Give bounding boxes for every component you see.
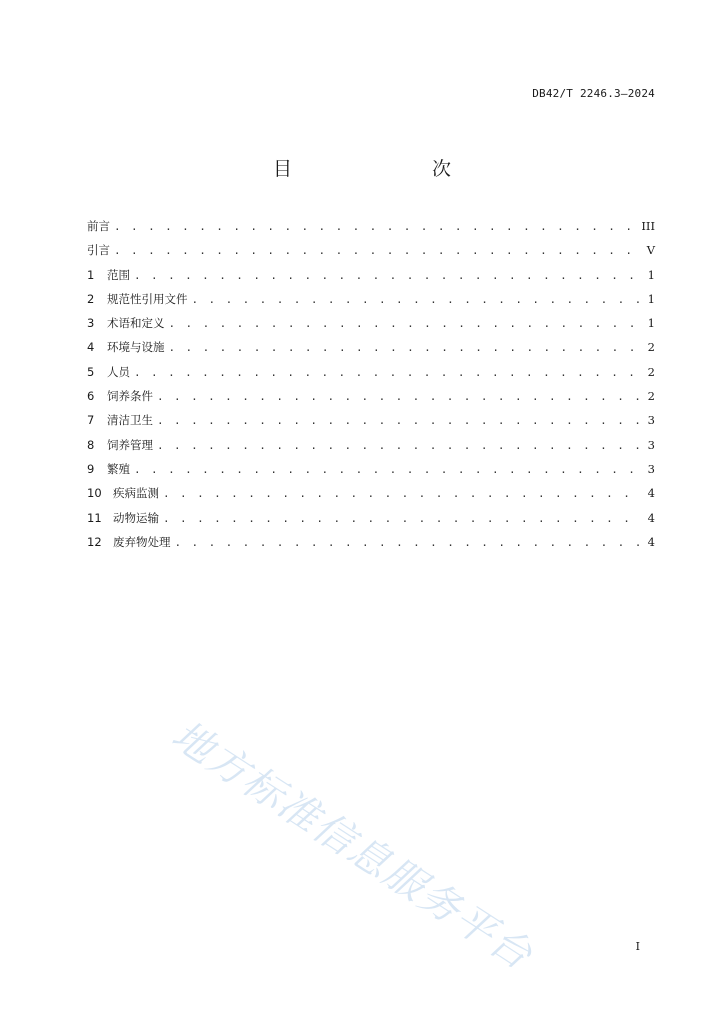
watermark: 地方标准信息服务平台 bbox=[163, 712, 541, 980]
toc-entry-number: 11 bbox=[87, 510, 102, 525]
toc-leader-dots bbox=[163, 512, 641, 525]
toc-entry-page: 4 bbox=[647, 486, 655, 501]
toc-title: 目 次 bbox=[272, 158, 485, 180]
toc-entry-page: 4 bbox=[647, 534, 655, 549]
toc-entry-page: V bbox=[646, 243, 655, 258]
toc-entry-page: 3 bbox=[647, 413, 655, 428]
toc-entry-label: 动物运输 bbox=[113, 510, 159, 525]
toc-entry-number: 2 bbox=[87, 291, 95, 306]
toc-leader-dots bbox=[175, 536, 642, 549]
toc-entry-label: 疾病监测 bbox=[113, 486, 159, 501]
toc-entry-waste-disposal[interactable] bbox=[87, 534, 655, 558]
toc-entry-preface[interactable] bbox=[87, 218, 655, 242]
toc-entry-number: 3 bbox=[87, 316, 95, 331]
toc-entry-label: 人员 bbox=[107, 364, 130, 379]
toc-leader-dots bbox=[192, 293, 642, 306]
toc-entry-personnel[interactable] bbox=[87, 364, 655, 388]
toc-leader-dots bbox=[157, 414, 641, 427]
toc-entry-hygiene[interactable] bbox=[87, 412, 655, 436]
toc-entry-page: 4 bbox=[647, 510, 655, 525]
table-of-contents bbox=[87, 218, 655, 558]
toc-entry-page: 1 bbox=[647, 267, 655, 282]
toc-entry-number: 12 bbox=[87, 534, 102, 549]
toc-entry-label: 引言 bbox=[87, 243, 110, 258]
toc-entry-page: III bbox=[641, 219, 655, 233]
toc-leader-dots bbox=[114, 220, 637, 233]
toc-entry-label: 范围 bbox=[107, 267, 130, 282]
toc-entry-page: 2 bbox=[647, 340, 655, 355]
toc-entry-number: 9 bbox=[87, 461, 95, 476]
page-number: I bbox=[635, 940, 640, 953]
toc-leader-dots bbox=[134, 269, 641, 282]
toc-entry-breeding[interactable] bbox=[87, 461, 655, 485]
toc-entry-label: 规范性引用文件 bbox=[107, 291, 188, 306]
toc-entry-label: 饲养条件 bbox=[107, 389, 153, 404]
toc-entry-normative-references[interactable] bbox=[87, 291, 655, 315]
toc-entry-introduction[interactable] bbox=[87, 242, 655, 266]
toc-entry-page: 2 bbox=[647, 389, 655, 404]
toc-entry-number: 6 bbox=[87, 389, 95, 404]
toc-entry-disease-monitoring[interactable] bbox=[87, 485, 655, 509]
toc-leader-dots bbox=[114, 244, 641, 257]
toc-entry-environment-facilities[interactable] bbox=[87, 339, 655, 363]
toc-entry-label: 术语和定义 bbox=[107, 316, 165, 331]
toc-entry-page: 1 bbox=[647, 316, 655, 331]
toc-entry-animal-transport[interactable] bbox=[87, 510, 655, 534]
toc-entry-number: 4 bbox=[87, 340, 95, 355]
toc-entry-page: 3 bbox=[647, 461, 655, 476]
toc-entry-page: 1 bbox=[647, 291, 655, 306]
toc-entry-number: 10 bbox=[87, 486, 102, 501]
toc-entry-feeding-management[interactable] bbox=[87, 437, 655, 461]
toc-entry-page: 3 bbox=[647, 437, 655, 452]
toc-leader-dots bbox=[134, 463, 641, 476]
toc-entry-feeding-conditions[interactable] bbox=[87, 388, 655, 412]
toc-leader-dots bbox=[169, 341, 642, 354]
toc-entry-label: 饲养管理 bbox=[107, 437, 153, 452]
toc-leader-dots bbox=[134, 366, 641, 379]
toc-leader-dots bbox=[163, 487, 641, 500]
toc-entry-terms-definitions[interactable] bbox=[87, 315, 655, 339]
toc-leader-dots bbox=[157, 390, 641, 403]
toc-leader-dots bbox=[169, 317, 642, 330]
toc-entry-label: 前言 bbox=[87, 219, 110, 233]
toc-entry-scope[interactable] bbox=[87, 267, 655, 291]
toc-entry-page: 2 bbox=[647, 364, 655, 379]
toc-entry-number: 5 bbox=[87, 364, 95, 379]
toc-entry-number: 8 bbox=[87, 437, 95, 452]
document-code: DB42/T 2246.3—2024 bbox=[532, 87, 655, 100]
toc-entry-label: 清洁卫生 bbox=[107, 413, 153, 428]
toc-entry-number: 7 bbox=[87, 413, 95, 428]
toc-entry-label: 废弃物处理 bbox=[113, 534, 171, 549]
toc-entry-label: 繁殖 bbox=[107, 461, 130, 476]
toc-entry-label: 环境与设施 bbox=[107, 340, 165, 355]
toc-entry-number: 1 bbox=[87, 267, 95, 282]
toc-leader-dots bbox=[157, 439, 641, 452]
